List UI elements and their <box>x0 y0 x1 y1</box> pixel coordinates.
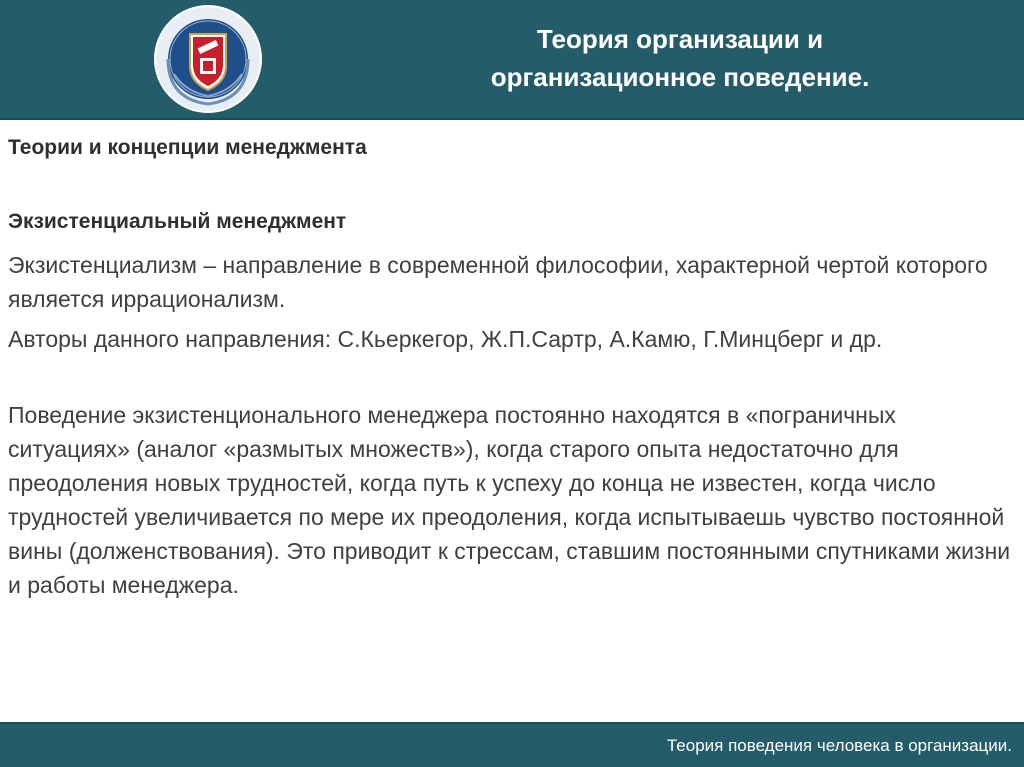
paragraph-existentialism: Экзистенциализм – направление в современной философии, характерной чертой которого является иррационализм. <box>8 252 988 312</box>
slide-title <box>380 20 980 96</box>
slide-title-line-2: организационное поведение. <box>490 62 870 92</box>
slide-footer <box>0 722 1024 767</box>
university-seal-icon <box>146 4 270 114</box>
slide-header <box>0 0 1024 120</box>
footer-caption: Теория поведения человека в организации. <box>666 736 1012 755</box>
paragraph-authors: Авторы данного направления: С.Кьеркегор, Ж.П.Сартр, А.Камю, Г.Минцберг и др. <box>8 326 883 352</box>
section-title: Теории и концепции менеджмента <box>8 136 367 159</box>
paragraph-manager-behavior: Поведение экзистенционального менеджера постоянно находятся в «пограничных ситуациях» (аналог «размытых множеств»), когда старого опыта недостаточно для преодоления новых трудностей, когда путь к успеху до конца не известен, когда число трудностей увеличивается по мере их преодоления, когда испытываешь чувство постоянной вины (долженствования). Это приводит к стрессам, ставшим постоянными спутниками жизни и работы менеджера. <box>8 402 1011 598</box>
slide-title-line-1: Теория организации и <box>536 24 824 54</box>
subsection-title: Экзистенциальный менеджмент <box>8 210 347 233</box>
slide-body <box>0 120 1024 720</box>
